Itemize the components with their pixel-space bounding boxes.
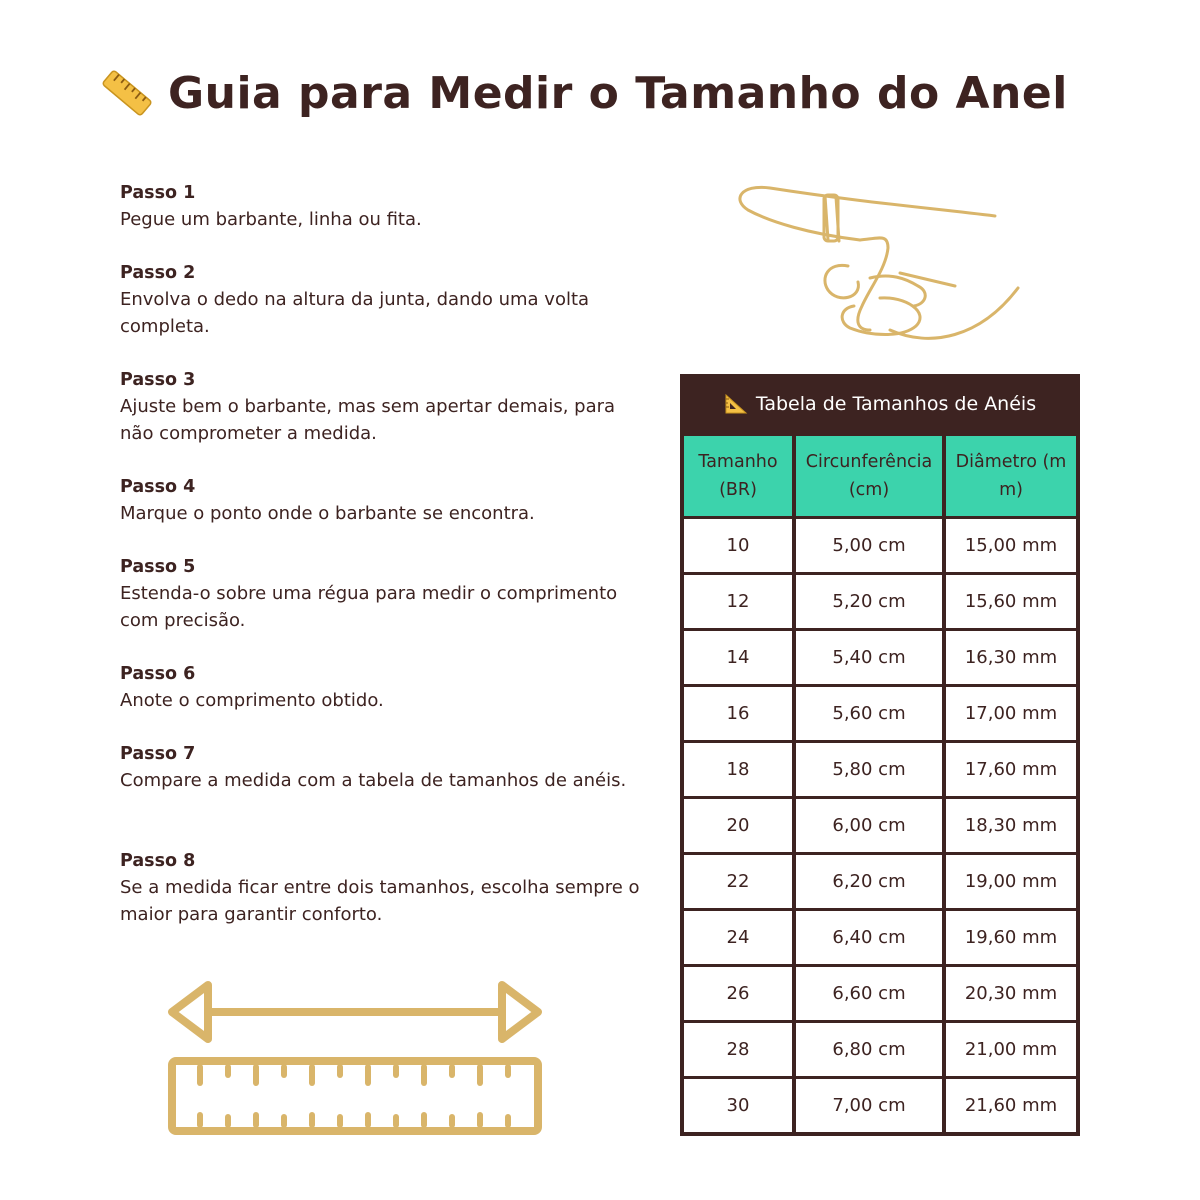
cell-diameter: 17,00 mm — [946, 687, 1076, 740]
cell-diameter: 20,30 mm — [946, 967, 1076, 1020]
cell-diameter: 17,60 mm — [946, 743, 1076, 796]
step-label: Passo 4 — [120, 477, 196, 497]
step-4 — [120, 474, 640, 527]
table-title: Tabela de Tamanhos de Anéis — [755, 393, 1037, 415]
step-3 — [120, 367, 640, 447]
cell-size: 12 — [684, 575, 792, 628]
step-label: Passo 8 — [120, 851, 196, 871]
cell-size: 20 — [684, 799, 792, 852]
cell-diameter: 15,00 mm — [946, 519, 1076, 572]
cell-circumference: 6,00 cm — [796, 799, 942, 852]
step-text: Compare a medida com a tabela de tamanhos de anéis. — [120, 770, 627, 791]
step-label: Passo 3 — [120, 370, 196, 390]
cell-circumference: 6,80 cm — [796, 1023, 942, 1076]
page-title-row — [100, 58, 1100, 128]
step-8 — [120, 848, 640, 928]
cell-circumference: 5,00 cm — [796, 519, 942, 572]
header-circumference: Circunferência (cm) — [796, 436, 942, 516]
cell-circumference: 6,40 cm — [796, 911, 942, 964]
step-text: Ajuste bem o barbante, mas sem apertar demais, para não comprometer a medida. — [120, 396, 616, 444]
step-7 — [120, 741, 640, 794]
table-title-bar — [680, 374, 1080, 434]
cell-diameter: 18,30 mm — [946, 799, 1076, 852]
step-label: Passo 1 — [120, 183, 196, 203]
step-text: Marque o ponto onde o barbante se encontra. — [120, 503, 535, 524]
cell-circumference: 5,80 cm — [796, 743, 942, 796]
cell-circumference: 6,60 cm — [796, 967, 942, 1020]
cell-circumference: 7,00 cm — [796, 1079, 942, 1132]
finger-with-ring-icon — [730, 178, 1030, 358]
cell-circumference: 5,40 cm — [796, 631, 942, 684]
cell-diameter: 21,60 mm — [946, 1079, 1076, 1132]
ruler-icon — [100, 66, 154, 120]
step-label: Passo 7 — [120, 744, 196, 764]
cell-diameter: 19,00 mm — [946, 855, 1076, 908]
cell-circumference: 6,20 cm — [796, 855, 942, 908]
ring-size-table — [680, 374, 1080, 1136]
cell-size: 16 — [684, 687, 792, 740]
page-title: Guia para Medir o Tamanho do Anel — [168, 67, 1068, 119]
step-label: Passo 2 — [120, 263, 196, 283]
step-text: Estenda-o sobre uma régua para medir o comprimento com precisão. — [120, 583, 618, 631]
cell-circumference: 5,60 cm — [796, 687, 942, 740]
cell-circumference: 5,20 cm — [796, 575, 942, 628]
cell-size: 24 — [684, 911, 792, 964]
cell-size: 14 — [684, 631, 792, 684]
header-size: Tamanho (BR) — [684, 436, 792, 516]
cell-diameter: 16,30 mm — [946, 631, 1076, 684]
ruler-with-arrow-icon — [160, 975, 550, 1145]
step-label: Passo 6 — [120, 664, 196, 684]
cell-size: 10 — [684, 519, 792, 572]
step-2 — [120, 260, 640, 340]
cell-size: 26 — [684, 967, 792, 1020]
step-5 — [120, 554, 640, 634]
step-text: Se a medida ficar entre dois tamanhos, escolha sempre o maior para garantir conforto. — [120, 877, 640, 925]
cell-diameter: 21,00 mm — [946, 1023, 1076, 1076]
step-1 — [120, 180, 640, 233]
step-text: Envolva o dedo na altura da junta, dando uma volta completa. — [120, 289, 590, 337]
cell-size: 28 — [684, 1023, 792, 1076]
step-text: Pegue um barbante, linha ou fita. — [120, 209, 422, 230]
step-6 — [120, 661, 640, 714]
cell-size: 30 — [684, 1079, 792, 1132]
header-diameter: Diâmetro (mm) — [946, 436, 1076, 516]
cell-size: 18 — [684, 743, 792, 796]
cell-size: 22 — [684, 855, 792, 908]
step-label: Passo 5 — [120, 557, 196, 577]
triangle-ruler-icon — [724, 393, 748, 415]
cell-diameter: 19,60 mm — [946, 911, 1076, 964]
step-text: Anote o comprimento obtido. — [120, 690, 384, 711]
cell-diameter: 15,60 mm — [946, 575, 1076, 628]
